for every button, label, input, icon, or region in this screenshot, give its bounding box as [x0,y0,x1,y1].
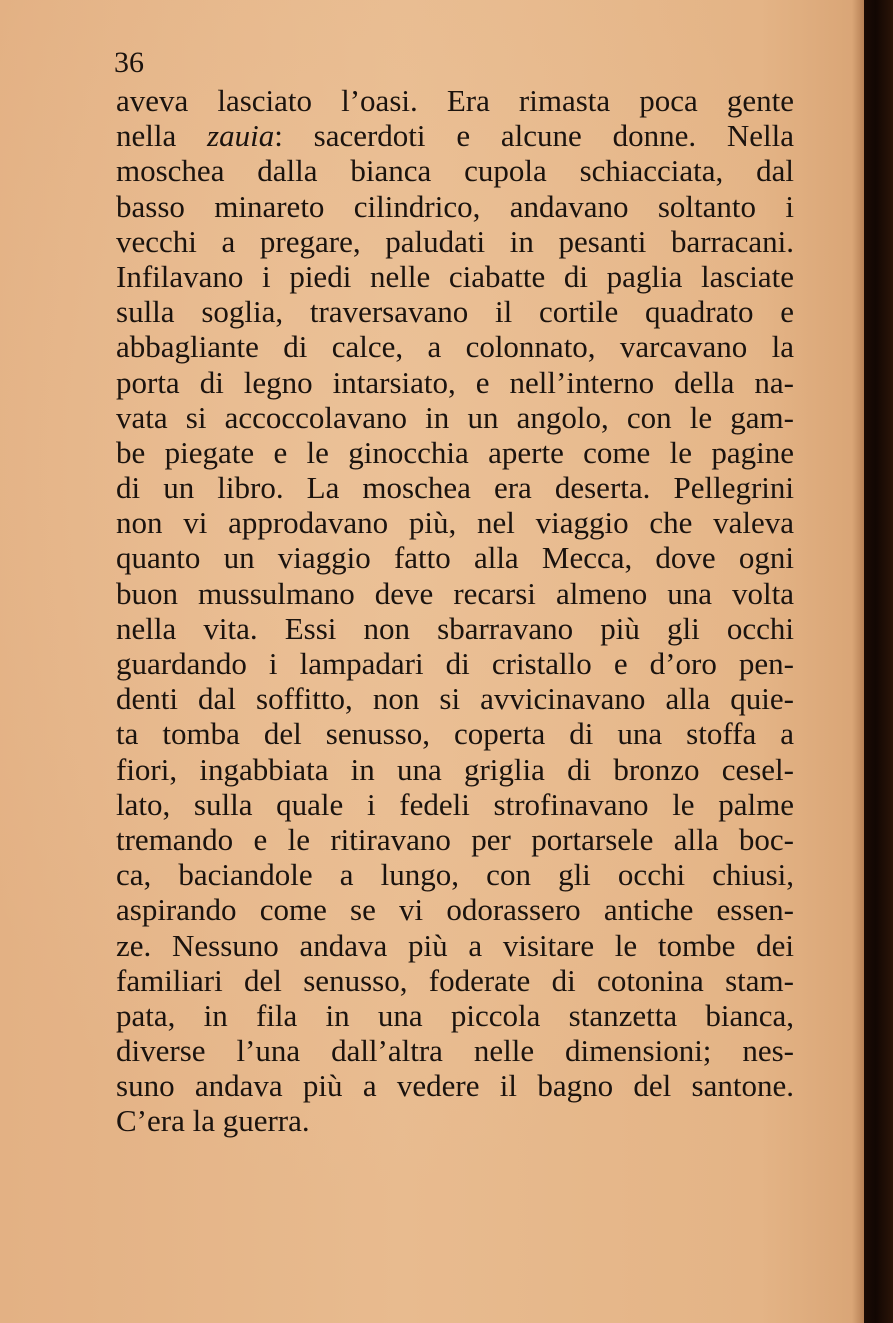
text-segment: non vi approdavano più, nel viaggio che valeva [116,505,794,541]
text-segment: abbagliante di calce, a colonnato, varcavano la [116,329,794,365]
text-segment: vecchi a pregare, paludati in pesanti barracani. [116,223,794,259]
text-line [116,189,794,224]
text-segment: buon mussulmano deve recarsi almeno una volta [116,575,794,611]
text-segment: suno andava più a vedere il bagno del santone. [116,1068,794,1104]
text-segment: nella [116,118,208,154]
text-segment: fiori, ingabbiata in una griglia di bronzo cesel- [116,751,794,787]
text-line [116,224,794,259]
text-segment: lato, sulla quale i fedeli strofinavano le palme [116,786,794,822]
text-line [116,928,794,963]
text-segment: nella vita. Essi non sbarravano più gli occhi [116,610,794,646]
text-line [116,963,794,998]
text-segment: moschea dalla bianca cupola schiacciata, dal [116,153,794,189]
book-spine-edge [864,0,893,1323]
text-segment: di un libro. La moschea era deserta. Pellegrini [116,470,794,506]
text-line [116,716,794,751]
text-line [116,329,794,364]
text-line [116,681,794,716]
text-line [116,153,794,188]
text-line [116,1068,794,1103]
text-line [116,259,794,294]
text-segment: pata, in fila in una piccola stanzetta bianca, [116,997,794,1033]
text-segment: ze. Nessuno andava più a visitare le tombe dei [116,927,794,963]
text-segment: aspirando come se vi odorassero antiche essen- [116,892,794,928]
text-line [116,576,794,611]
text-line [116,83,794,118]
text-segment: sulla soglia, traversavano il cortile quadrato e [116,294,794,330]
text-line [116,505,794,540]
text-line [116,822,794,857]
text-line [116,365,794,400]
body-text [116,83,794,1139]
text-segment: tremando e le ritiravano per portarsele alla boc- [116,821,794,857]
page-number: 36 [114,46,144,79]
text-segment: basso minareto cilindrico, andavano soltanto i [116,188,794,224]
text-segment: vata si accoccolavano in un angolo, con le gam- [116,399,794,435]
text-segment: ta tomba del senusso, coperta di una stoffa a [116,716,794,752]
text-segment: C’era la guerra. [116,1103,310,1139]
text-segment: quanto un viaggio fatto alla Mecca, dove ogni [116,540,794,576]
text-line [116,435,794,470]
text-segment: porta di legno intarsiato, e nell’interno della na- [116,364,794,400]
text-segment: familiari del senusso, foderate di cotonina stam- [116,962,794,998]
text-segment: aveva lasciato l’oasi. Era rimasta poca gente [116,83,794,118]
text-line [116,1033,794,1068]
text-line [116,998,794,1033]
text-segment: be piegate e le ginocchia aperte come le pagine [116,434,794,470]
page-gutter-shadow [852,0,864,1323]
text-line [116,400,794,435]
text-line [116,540,794,575]
text-line [116,1103,794,1138]
text-segment: guardando i lampadari di cristallo e d’oro pen- [116,646,794,681]
text-line [116,892,794,927]
text-line [116,611,794,646]
text-line [116,752,794,787]
text-line [116,787,794,822]
text-line [116,470,794,505]
text-segment: : sacerdoti e alcune donne. Nella [274,118,794,154]
text-segment: ca, baciandole a lungo, con gli occhi chiusi, [116,857,794,893]
text-segment: diverse l’una dall’altra nelle dimensioni; nes- [116,1033,794,1069]
italic-word: zauia [207,118,275,154]
text-segment: denti dal soffitto, non si avvicinavano alla quie- [116,681,794,717]
text-line [116,118,794,153]
text-line [116,646,794,681]
text-line [116,294,794,329]
text-segment: Infilavano i piedi nelle ciabatte di paglia lasciate [116,258,794,294]
text-line [116,857,794,892]
